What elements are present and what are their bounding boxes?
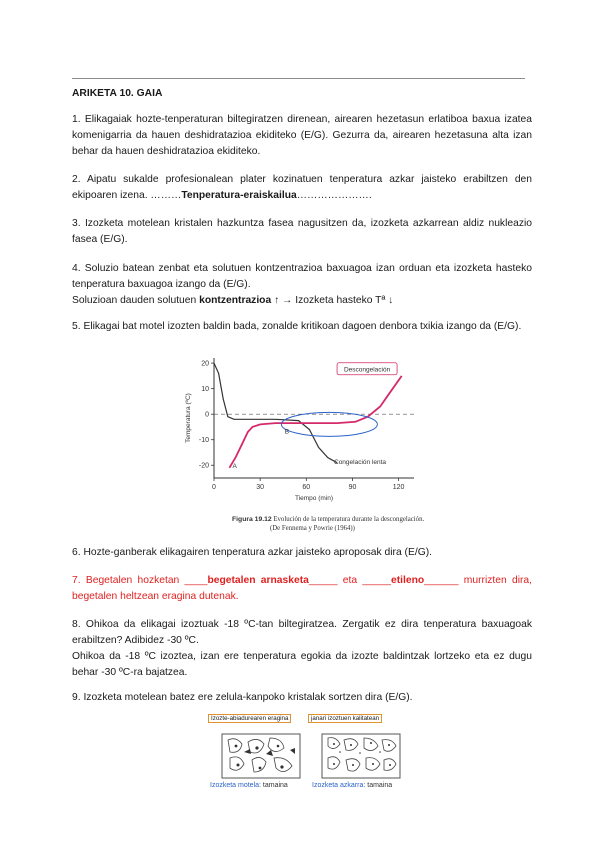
y-tick-label-4: -20 [198, 462, 209, 470]
q4-answer-a: Soluzioan dauden solutuen [72, 295, 200, 306]
q4-text: 4. Soluzio batean zenbat eta solutuen kontzentrazioa baxuagoa izan orduan eta izozketa hasteko tenperatura baxuagoa izango da (E/G). [72, 263, 532, 290]
fast-freezing-a: Izozketa azkarra: [312, 782, 368, 789]
x-tick-label-0: 0 [212, 484, 216, 491]
question-8 [72, 617, 532, 681]
x-axis-label: Tiempo (min) [294, 495, 334, 502]
crystals-tag-right: janari izoztuen kalitatean [308, 714, 382, 723]
question-9: 9. Izozketa motelean batez ere zelula-kanpoko kristalak sortzen dira (E/G). [72, 692, 413, 703]
question-3: 3. Izozketa motelean kristalen hazkuntza fasea nagusitzen da, izozketa azkarrean aldiz nukleazio fasea (E/G). [72, 218, 532, 245]
q8-question: 8. Ohikoa da elikagai izoztuak -18 ºC-tan biltegiratzea. Zergatik ez dira tenperatura baxuagoak erabiltzen? Adibidez -30 ºC. [72, 619, 532, 646]
point-b-label: B [284, 428, 290, 436]
caption-source: (De Fennema y Powrie (1964)) [270, 525, 355, 532]
q7-answer-1: begetalen arnasketa [207, 575, 309, 586]
y-tick-label-0: 20 [201, 360, 209, 368]
slow-freezing-label [210, 782, 288, 789]
caption-text: Evolución de la temperatura durante la descongelación. [273, 516, 425, 523]
y-axis-label: Temperatura (ºC) [185, 393, 192, 443]
y-tick-label-3: -10 [198, 437, 209, 445]
cell-crystals-drawing [220, 732, 420, 780]
crystals-tag-left: Izozte-abiadurearen eragina [208, 714, 291, 723]
point-a-label: A [232, 462, 237, 470]
q8-answer: Ohikoa da -18 ºC izoztea, izan ere tenperatura egokia da izozte baldintzak lortzeko eta ez dugu behar -30 ºC-ra bajatzea. [72, 651, 532, 678]
question-7 [72, 573, 532, 605]
q2-answer: Tenperatura-eraiskailua [181, 190, 297, 201]
q7-a: 7. Begetalen hozketan ____ [72, 575, 208, 586]
y-tick-label-1: 10 [201, 386, 209, 394]
y-tick-label-2: 0 [205, 411, 209, 419]
header-rule [72, 78, 525, 79]
q2-trail: …………………. [296, 190, 372, 201]
question-4 [72, 261, 532, 309]
fast-freezing-b: tamaina [367, 782, 393, 789]
caption-label: Figura 19.12 [232, 516, 272, 523]
question-2 [72, 172, 532, 204]
q4-answer [72, 293, 532, 309]
q2-text: 2. Aipatu sukalde profesionalean plater kozinatuen tenperatura azkar jaisteko erabiltzen den ekipoaren izena. ……… [72, 174, 532, 201]
fast-freezing-label [312, 782, 392, 789]
descongelacion-label: Descongelación [343, 366, 391, 374]
question-5: 5. Elikagai bat motel izozten baldin bada, zonalde kritikoan dagoen denbora txikia izango da (E/G). [72, 321, 522, 332]
q7-c: _____ eta _____ [308, 575, 391, 586]
question-1: 1. Elikagaiak hozte-tenperaturan biltegiratzen direnean, airearen hezetasun erlatiboa baxua izatea komenigarria da hauen deshidratazioa ekiditeko (E/G). Gezurra da, airearen hezetasuna alta izan behar da hauen deshidratazioa ekiditeko. [72, 114, 532, 157]
x-tick-label-2: 60 [302, 484, 311, 491]
q4-answer-b: kontzentrazioa [199, 295, 272, 306]
x-tick-label-3: 90 [348, 484, 357, 491]
q4-answer-c: ↑ → Izozketa hasteko Tª ↓ [271, 295, 394, 306]
slow-freezing-a: Izozketa motela: [210, 782, 263, 789]
slow-freezing-b: tamaina [262, 782, 288, 789]
q7-answer-2: etileno [390, 575, 425, 586]
x-tick-label-4: 120 [392, 484, 405, 491]
question-6: 6. Hozte-ganberak elikagairen tenperatura azkar jaisteko aproposak dira (E/G). [72, 547, 433, 558]
highlight-ellipse [281, 412, 377, 436]
crystal-illustration [200, 714, 440, 794]
x-tick-label-1: 30 [256, 484, 265, 491]
figure-caption [232, 515, 424, 533]
thawing-chart [178, 350, 428, 505]
q7-e: ______ murrizten dira, begetalen heltzean eragina dutenak. [72, 575, 532, 602]
lenta-label: Congelación lenta [334, 458, 387, 466]
page-title: ARIKETA 10. GAIA [72, 88, 163, 99]
